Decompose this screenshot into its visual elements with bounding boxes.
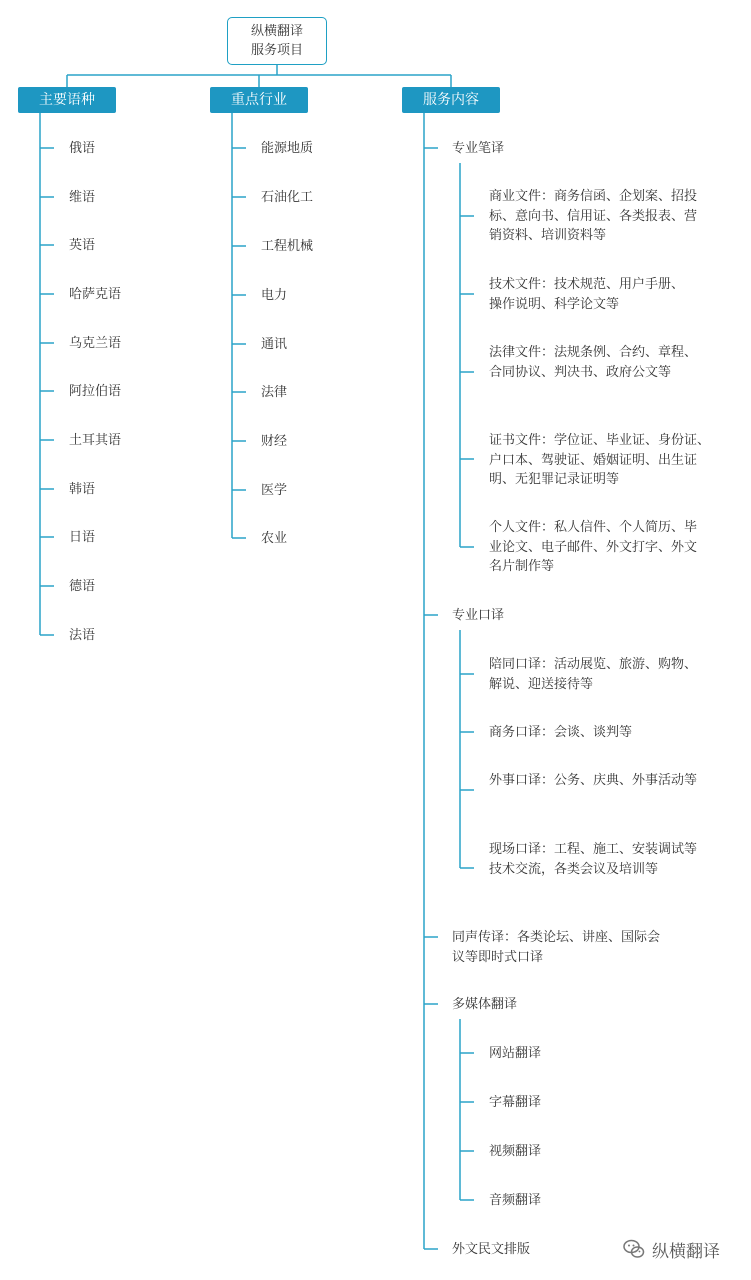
service-simultaneous: 同声传译：各类论坛、讲座、国际会议等即时式口译 [452,930,661,965]
written-child-certificates: 证书文件：学位证、毕业证、身份证、户口本、驾驶证、婚姻证明、出生证明、无犯罪记录证明等 [489,433,711,487]
language-item: 法语 [69,628,96,643]
root-title-line-2: 服务项目 [250,43,303,58]
multimedia-child: 网站翻译 [489,1046,542,1061]
industries-header: 重点行业 [210,87,308,113]
multimedia-child: 视频翻译 [489,1144,542,1159]
written-child-business: 商业文件：商务信函、企划案、招投标、意向书、信用证、各类报表、营销资料、培训资料等 [489,189,698,243]
language-item: 日语 [69,530,96,545]
industry-item: 农业 [261,531,288,546]
language-item: 阿拉伯语 [69,384,122,399]
industry-item: 医学 [261,483,288,498]
language-item: 维语 [69,190,96,205]
written-child-personal: 个人文件：私人信件、个人简历、毕业论文、电子邮件、外文打字、外文名片制作等 [489,520,698,574]
language-item: 乌克兰语 [69,336,122,351]
service-oral-label: 专业口译 [452,608,505,623]
written-child-technical: 技术文件：技术规范、用户手册、操作说明、科学论文等 [489,277,685,312]
oral-child-business: 商务口译：会谈、谈判等 [489,725,633,740]
oral-child-onsite: 现场口译：工程、施工、安装调试等技术交流，各类会议及培训等 [489,842,698,877]
language-item: 英语 [69,238,96,253]
written-child-legal: 法律文件：法规条例、合约、章程、合同协议、判决书、政府公文等 [489,345,698,380]
watermark [622,1234,720,1264]
multimedia-child: 字幕翻译 [489,1095,542,1110]
multimedia-child: 音频翻译 [489,1193,542,1208]
services-header: 服务内容 [402,87,500,113]
industry-item: 电力 [261,288,288,303]
language-item: 德语 [69,579,96,594]
oral-child-escort: 陪同口译：活动展览、旅游、购物、解说、迎送接待等 [489,657,698,692]
language-item: 韩语 [69,482,96,497]
watermark-text: 纵横翻译 [652,1241,720,1262]
language-item: 俄语 [69,141,96,156]
languages-header: 主要语种 [18,87,116,113]
service-written-label: 专业笔译 [452,141,505,156]
service-multimedia-label: 多媒体翻译 [452,997,518,1012]
industry-item: 石油化工 [261,190,314,205]
industry-item: 工程机械 [261,239,314,254]
service-typesetting: 外文民文排版 [452,1242,531,1257]
oral-child-foreign-affairs: 外事口译：公务、庆典、外事活动等 [489,773,698,788]
industry-item: 能源地质 [261,141,314,156]
wechat-icon [622,1237,646,1261]
industry-item: 通讯 [261,337,288,352]
root-node [227,17,327,65]
language-item: 土耳其语 [69,433,122,448]
industry-item: 财经 [261,434,288,449]
industry-item: 法律 [261,385,288,400]
language-item: 哈萨克语 [69,287,122,302]
root-title-line-1: 纵横翻译 [250,24,303,39]
